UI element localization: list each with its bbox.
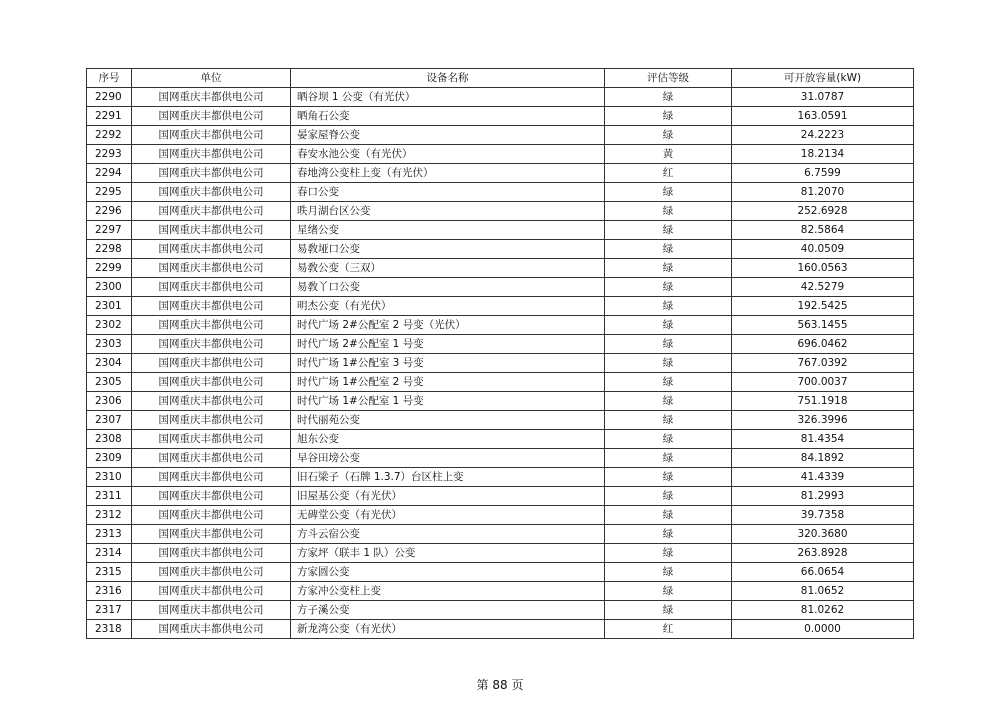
table-row xyxy=(87,525,914,544)
cell-grade: 绿 xyxy=(605,468,732,487)
cell-serial: 2298 xyxy=(87,240,132,259)
cell-capacity: 320.3680 xyxy=(732,525,914,544)
capacity-table xyxy=(86,68,914,639)
cell-unit: 国网重庆丰都供电公司 xyxy=(132,563,291,582)
cell-device-name: 旧石梁子（石牌 1.3.7）台区柱上变 xyxy=(291,468,605,487)
cell-grade: 绿 xyxy=(605,411,732,430)
cell-grade: 绿 xyxy=(605,259,732,278)
table-row xyxy=(87,582,914,601)
cell-device-name: 新龙湾公变（有光伏） xyxy=(291,620,605,639)
cell-capacity: 42.5279 xyxy=(732,278,914,297)
cell-serial: 2304 xyxy=(87,354,132,373)
cell-grade: 绿 xyxy=(605,88,732,107)
cell-grade: 绿 xyxy=(605,278,732,297)
cell-serial: 2310 xyxy=(87,468,132,487)
table-row xyxy=(87,506,914,525)
cell-serial: 2291 xyxy=(87,107,132,126)
cell-serial: 2307 xyxy=(87,411,132,430)
cell-capacity: 81.0262 xyxy=(732,601,914,620)
cell-unit: 国网重庆丰都供电公司 xyxy=(132,411,291,430)
cell-device-name: 时代广场 2#公配室 1 号变 xyxy=(291,335,605,354)
cell-grade: 绿 xyxy=(605,316,732,335)
cell-grade: 绿 xyxy=(605,335,732,354)
cell-serial: 2306 xyxy=(87,392,132,411)
cell-device-name: 春口公变 xyxy=(291,183,605,202)
cell-capacity: 24.2223 xyxy=(732,126,914,145)
capacity-table-container xyxy=(86,68,913,639)
cell-grade: 绿 xyxy=(605,126,732,145)
cell-unit: 国网重庆丰都供电公司 xyxy=(132,392,291,411)
table-row xyxy=(87,392,914,411)
cell-grade: 绿 xyxy=(605,107,732,126)
cell-unit: 国网重庆丰都供电公司 xyxy=(132,506,291,525)
table-row xyxy=(87,544,914,563)
cell-unit: 国网重庆丰都供电公司 xyxy=(132,335,291,354)
cell-capacity: 31.0787 xyxy=(732,88,914,107)
cell-grade: 绿 xyxy=(605,487,732,506)
cell-grade: 绿 xyxy=(605,392,732,411)
cell-grade: 绿 xyxy=(605,506,732,525)
cell-capacity: 82.5864 xyxy=(732,221,914,240)
cell-capacity: 696.0462 xyxy=(732,335,914,354)
cell-capacity: 252.6928 xyxy=(732,202,914,221)
cell-serial: 2312 xyxy=(87,506,132,525)
cell-unit: 国网重庆丰都供电公司 xyxy=(132,620,291,639)
cell-device-name: 方家冲公变柱上变 xyxy=(291,582,605,601)
cell-unit: 国网重庆丰都供电公司 xyxy=(132,354,291,373)
cell-serial: 2311 xyxy=(87,487,132,506)
cell-device-name: 晒谷坝 1 公变（有光伏） xyxy=(291,88,605,107)
cell-grade: 绿 xyxy=(605,563,732,582)
cell-grade: 绿 xyxy=(605,544,732,563)
table-row xyxy=(87,411,914,430)
cell-capacity: 263.8928 xyxy=(732,544,914,563)
cell-serial: 2297 xyxy=(87,221,132,240)
cell-unit: 国网重庆丰都供电公司 xyxy=(132,297,291,316)
cell-device-name: 早谷田塝公变 xyxy=(291,449,605,468)
cell-serial: 2315 xyxy=(87,563,132,582)
cell-unit: 国网重庆丰都供电公司 xyxy=(132,430,291,449)
cell-grade: 绿 xyxy=(605,449,732,468)
cell-unit: 国网重庆丰都供电公司 xyxy=(132,468,291,487)
cell-capacity: 84.1892 xyxy=(732,449,914,468)
cell-serial: 2300 xyxy=(87,278,132,297)
cell-grade: 绿 xyxy=(605,354,732,373)
cell-grade: 绿 xyxy=(605,601,732,620)
cell-serial: 2308 xyxy=(87,430,132,449)
cell-device-name: 方子溪公变 xyxy=(291,601,605,620)
header-serial: 序号 xyxy=(87,69,132,88)
table-row xyxy=(87,316,914,335)
cell-capacity: 18.2134 xyxy=(732,145,914,164)
cell-unit: 国网重庆丰都供电公司 xyxy=(132,259,291,278)
cell-device-name: 时代丽苑公变 xyxy=(291,411,605,430)
table-row xyxy=(87,107,914,126)
table-row xyxy=(87,297,914,316)
cell-grade: 绿 xyxy=(605,525,732,544)
table-row xyxy=(87,202,914,221)
cell-capacity: 39.7358 xyxy=(732,506,914,525)
cell-unit: 国网重庆丰都供电公司 xyxy=(132,126,291,145)
table-row xyxy=(87,145,914,164)
table-row xyxy=(87,373,914,392)
cell-unit: 国网重庆丰都供电公司 xyxy=(132,221,291,240)
cell-serial: 2292 xyxy=(87,126,132,145)
cell-grade: 红 xyxy=(605,620,732,639)
cell-device-name: 时代广场 1#公配室 3 号变 xyxy=(291,354,605,373)
cell-grade: 绿 xyxy=(605,202,732,221)
cell-capacity: 0.0000 xyxy=(732,620,914,639)
cell-device-name: 晏家屋脊公变 xyxy=(291,126,605,145)
cell-serial: 2296 xyxy=(87,202,132,221)
cell-capacity: 563.1455 xyxy=(732,316,914,335)
cell-grade: 黄 xyxy=(605,145,732,164)
cell-capacity: 160.0563 xyxy=(732,259,914,278)
table-row xyxy=(87,449,914,468)
cell-unit: 国网重庆丰都供电公司 xyxy=(132,544,291,563)
cell-device-name: 时代广场 1#公配室 2 号变 xyxy=(291,373,605,392)
table-row xyxy=(87,563,914,582)
header-unit: 单位 xyxy=(132,69,291,88)
cell-capacity: 326.3996 xyxy=(732,411,914,430)
table-body xyxy=(87,88,914,639)
header-grade: 评估等级 xyxy=(605,69,732,88)
cell-unit: 国网重庆丰都供电公司 xyxy=(132,582,291,601)
cell-unit: 国网重庆丰都供电公司 xyxy=(132,164,291,183)
table-row xyxy=(87,183,914,202)
table-row xyxy=(87,240,914,259)
cell-capacity: 40.0509 xyxy=(732,240,914,259)
cell-capacity: 700.0037 xyxy=(732,373,914,392)
cell-unit: 国网重庆丰都供电公司 xyxy=(132,601,291,620)
table-row xyxy=(87,88,914,107)
table-row xyxy=(87,278,914,297)
cell-capacity: 6.7599 xyxy=(732,164,914,183)
cell-device-name: 时代广场 1#公配室 1 号变 xyxy=(291,392,605,411)
cell-serial: 2302 xyxy=(87,316,132,335)
cell-serial: 2316 xyxy=(87,582,132,601)
cell-unit: 国网重庆丰都供电公司 xyxy=(132,88,291,107)
table-row xyxy=(87,487,914,506)
cell-device-name: 易敎垭口公变 xyxy=(291,240,605,259)
table-row xyxy=(87,620,914,639)
cell-unit: 国网重庆丰都供电公司 xyxy=(132,202,291,221)
cell-unit: 国网重庆丰都供电公司 xyxy=(132,525,291,544)
cell-capacity: 81.0652 xyxy=(732,582,914,601)
cell-capacity: 767.0392 xyxy=(732,354,914,373)
cell-device-name: 星绪公变 xyxy=(291,221,605,240)
cell-capacity: 66.0654 xyxy=(732,563,914,582)
cell-unit: 国网重庆丰都供电公司 xyxy=(132,278,291,297)
table-row xyxy=(87,354,914,373)
cell-unit: 国网重庆丰都供电公司 xyxy=(132,240,291,259)
table-header-row xyxy=(87,69,914,88)
cell-unit: 国网重庆丰都供电公司 xyxy=(132,449,291,468)
cell-serial: 2309 xyxy=(87,449,132,468)
cell-serial: 2294 xyxy=(87,164,132,183)
cell-grade: 红 xyxy=(605,164,732,183)
cell-device-name: 明杰公变（有光伏） xyxy=(291,297,605,316)
cell-device-name: 方家圆公变 xyxy=(291,563,605,582)
header-capacity: 可开放容量(kW) xyxy=(732,69,914,88)
cell-device-name: 易敎丫口公变 xyxy=(291,278,605,297)
cell-serial: 2313 xyxy=(87,525,132,544)
cell-serial: 2317 xyxy=(87,601,132,620)
cell-capacity: 81.2070 xyxy=(732,183,914,202)
cell-serial: 2293 xyxy=(87,145,132,164)
table-row xyxy=(87,164,914,183)
cell-capacity: 81.4354 xyxy=(732,430,914,449)
cell-device-name: 易敎公变（三双） xyxy=(291,259,605,278)
cell-unit: 国网重庆丰都供电公司 xyxy=(132,145,291,164)
cell-unit: 国网重庆丰都供电公司 xyxy=(132,316,291,335)
cell-grade: 绿 xyxy=(605,240,732,259)
table-row xyxy=(87,601,914,620)
cell-unit: 国网重庆丰都供电公司 xyxy=(132,373,291,392)
cell-device-name: 无碑堂公变（有光伏） xyxy=(291,506,605,525)
cell-serial: 2303 xyxy=(87,335,132,354)
cell-device-name: 晒角石公变 xyxy=(291,107,605,126)
cell-capacity: 41.4339 xyxy=(732,468,914,487)
cell-grade: 绿 xyxy=(605,183,732,202)
cell-grade: 绿 xyxy=(605,582,732,601)
cell-serial: 2305 xyxy=(87,373,132,392)
cell-unit: 国网重庆丰都供电公司 xyxy=(132,183,291,202)
cell-grade: 绿 xyxy=(605,373,732,392)
cell-capacity: 751.1918 xyxy=(732,392,914,411)
cell-unit: 国网重庆丰都供电公司 xyxy=(132,107,291,126)
cell-unit: 国网重庆丰都供电公司 xyxy=(132,487,291,506)
cell-device-name: 春安水池公变（有光伏） xyxy=(291,145,605,164)
header-device-name: 设备名称 xyxy=(291,69,605,88)
cell-device-name: 昳月湖台区公变 xyxy=(291,202,605,221)
cell-device-name: 方斗云宿公变 xyxy=(291,525,605,544)
table-row xyxy=(87,221,914,240)
table-row xyxy=(87,430,914,449)
cell-serial: 2301 xyxy=(87,297,132,316)
table-row xyxy=(87,468,914,487)
cell-capacity: 192.5425 xyxy=(732,297,914,316)
cell-device-name: 旧屋基公变（有光伏） xyxy=(291,487,605,506)
cell-capacity: 163.0591 xyxy=(732,107,914,126)
cell-capacity: 81.2993 xyxy=(732,487,914,506)
cell-grade: 绿 xyxy=(605,297,732,316)
cell-device-name: 方家坪（联丰 1 队）公变 xyxy=(291,544,605,563)
cell-serial: 2290 xyxy=(87,88,132,107)
cell-grade: 绿 xyxy=(605,430,732,449)
cell-serial: 2314 xyxy=(87,544,132,563)
table-row xyxy=(87,126,914,145)
table-row xyxy=(87,335,914,354)
cell-serial: 2299 xyxy=(87,259,132,278)
cell-device-name: 旭东公变 xyxy=(291,430,605,449)
cell-serial: 2318 xyxy=(87,620,132,639)
cell-device-name: 春地湾公变柱上变（有光伏） xyxy=(291,164,605,183)
page-number: 第 88 页 xyxy=(476,678,524,692)
cell-grade: 绿 xyxy=(605,221,732,240)
cell-serial: 2295 xyxy=(87,183,132,202)
cell-device-name: 时代广场 2#公配室 2 号变（光伏） xyxy=(291,316,605,335)
table-row xyxy=(87,259,914,278)
